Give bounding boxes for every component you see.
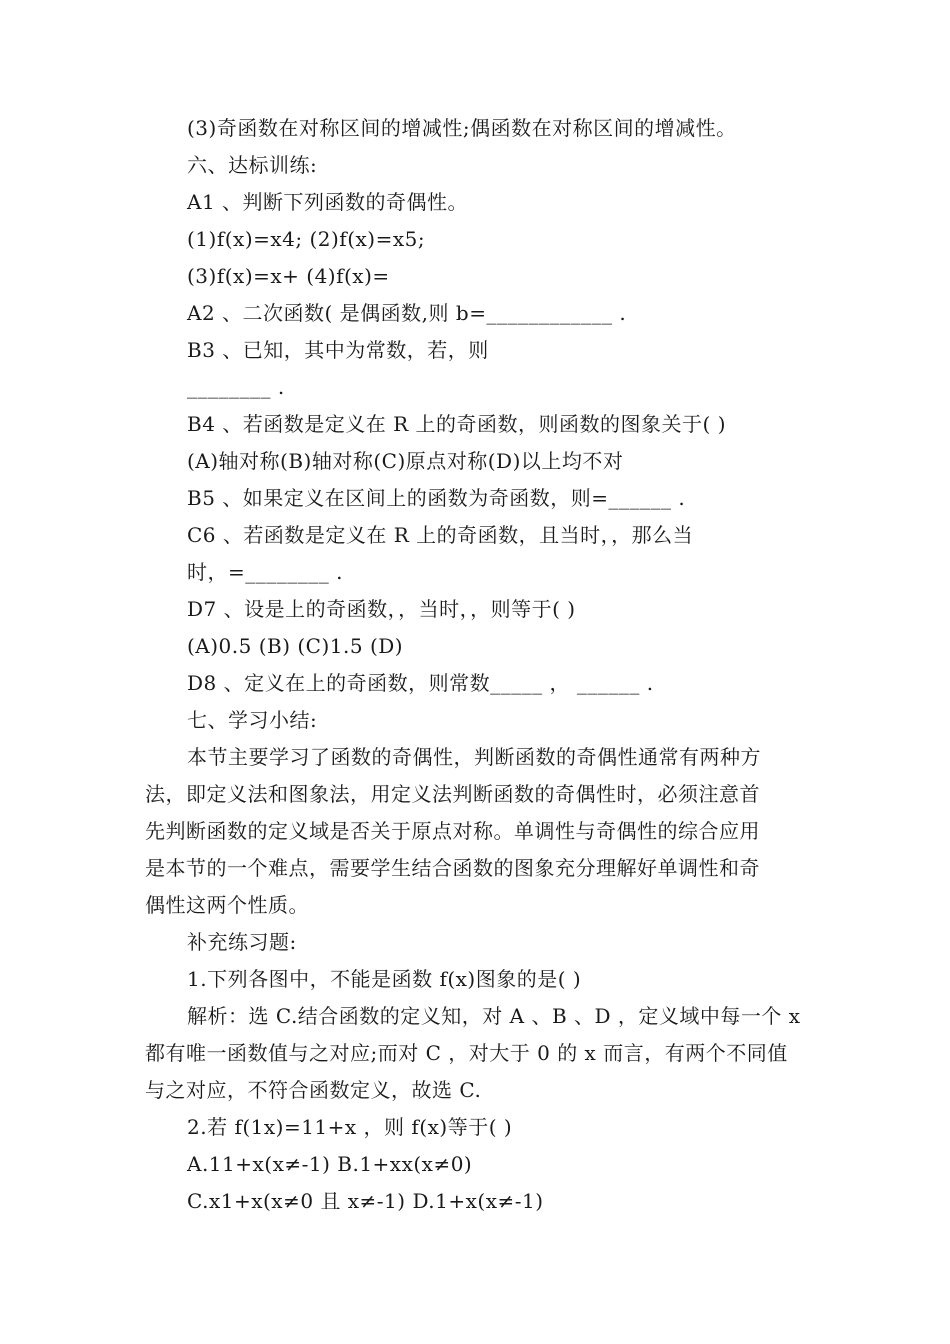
text-line: ________ .: [187, 375, 285, 399]
paragraph-line: 都有唯一函数值与之对应;而对 C ，对大于 0 的 x 而言，有两个不同值: [145, 1041, 788, 1065]
question-d7: D7 、设是上的奇函数，，当时，，则等于( ): [187, 597, 576, 621]
paragraph-line: 本节主要学习了函数的奇偶性，判断函数的奇偶性通常有两种方: [187, 745, 761, 769]
text-line: (A)轴对称(B)轴对称(C)原点对称(D)以上均不对: [187, 449, 624, 473]
text-line: 时，=________ .: [187, 560, 343, 584]
paragraph-line: 法，即定义法和图象法，用定义法判断函数的奇偶性时，必须注意首: [145, 782, 760, 806]
text-line: (3)奇函数在对称区间的增减性;偶函数在对称区间的增减性。: [187, 116, 737, 140]
section-heading: 七、学习小结:: [187, 708, 318, 732]
question-c6: C6 、若函数是定义在 R 上的奇函数，且当时，，那么当: [187, 523, 694, 547]
question-b5: B5 、如果定义在区间上的函数为奇函数，则=______ .: [187, 486, 686, 510]
text-line: (1)f(x)=x4; (2)f(x)=x5;: [187, 227, 426, 251]
question-b3: B3 、已知，其中为常数，若，则: [187, 338, 489, 362]
paragraph-line: 偶性这两个性质。: [145, 893, 309, 917]
text-line: C.x1+x(x≠0 且 x≠-1) D.1+x(x≠-1): [187, 1189, 544, 1213]
paragraph-line: 是本节的一个难点，需要学生结合函数的图象充分理解好单调性和奇: [145, 856, 760, 880]
text-line: (3)f(x)=x+ (4)f(x)=: [187, 264, 390, 288]
question-a1: A1 、判断下列函数的奇偶性。: [187, 190, 469, 214]
text-line: (A)0.5 (B) (C)1.5 (D): [187, 634, 404, 658]
section-heading: 补充练习题:: [187, 930, 297, 954]
paragraph-line: 先判断函数的定义域是否关于原点对称。单调性与奇偶性的综合应用: [145, 819, 760, 843]
question-2: 2.若 f(1x)=11+x ，则 f(x)等于( ): [187, 1115, 513, 1139]
section-heading: 六、达标训练:: [187, 153, 318, 177]
question-d8: D8 、定义在上的奇函数，则常数_____ ， ______ .: [187, 671, 654, 695]
text-line: A.11+x(x≠-1) B.1+xx(x≠0): [187, 1152, 473, 1176]
question-a2: A2 、二次函数( 是偶函数,则 b=____________ .: [187, 301, 627, 325]
question-1: 1.下列各图中，不能是函数 f(x)图象的是( ): [187, 967, 582, 991]
question-b4: B4 、若函数是定义在 R 上的奇函数，则函数的图象关于( ): [187, 412, 727, 436]
paragraph-line: 解析：选 C.结合函数的定义知，对 A 、B 、D ，定义域中每一个 x: [187, 1004, 801, 1028]
paragraph-line: 与之对应，不符合函数定义，故选 C.: [145, 1078, 482, 1102]
